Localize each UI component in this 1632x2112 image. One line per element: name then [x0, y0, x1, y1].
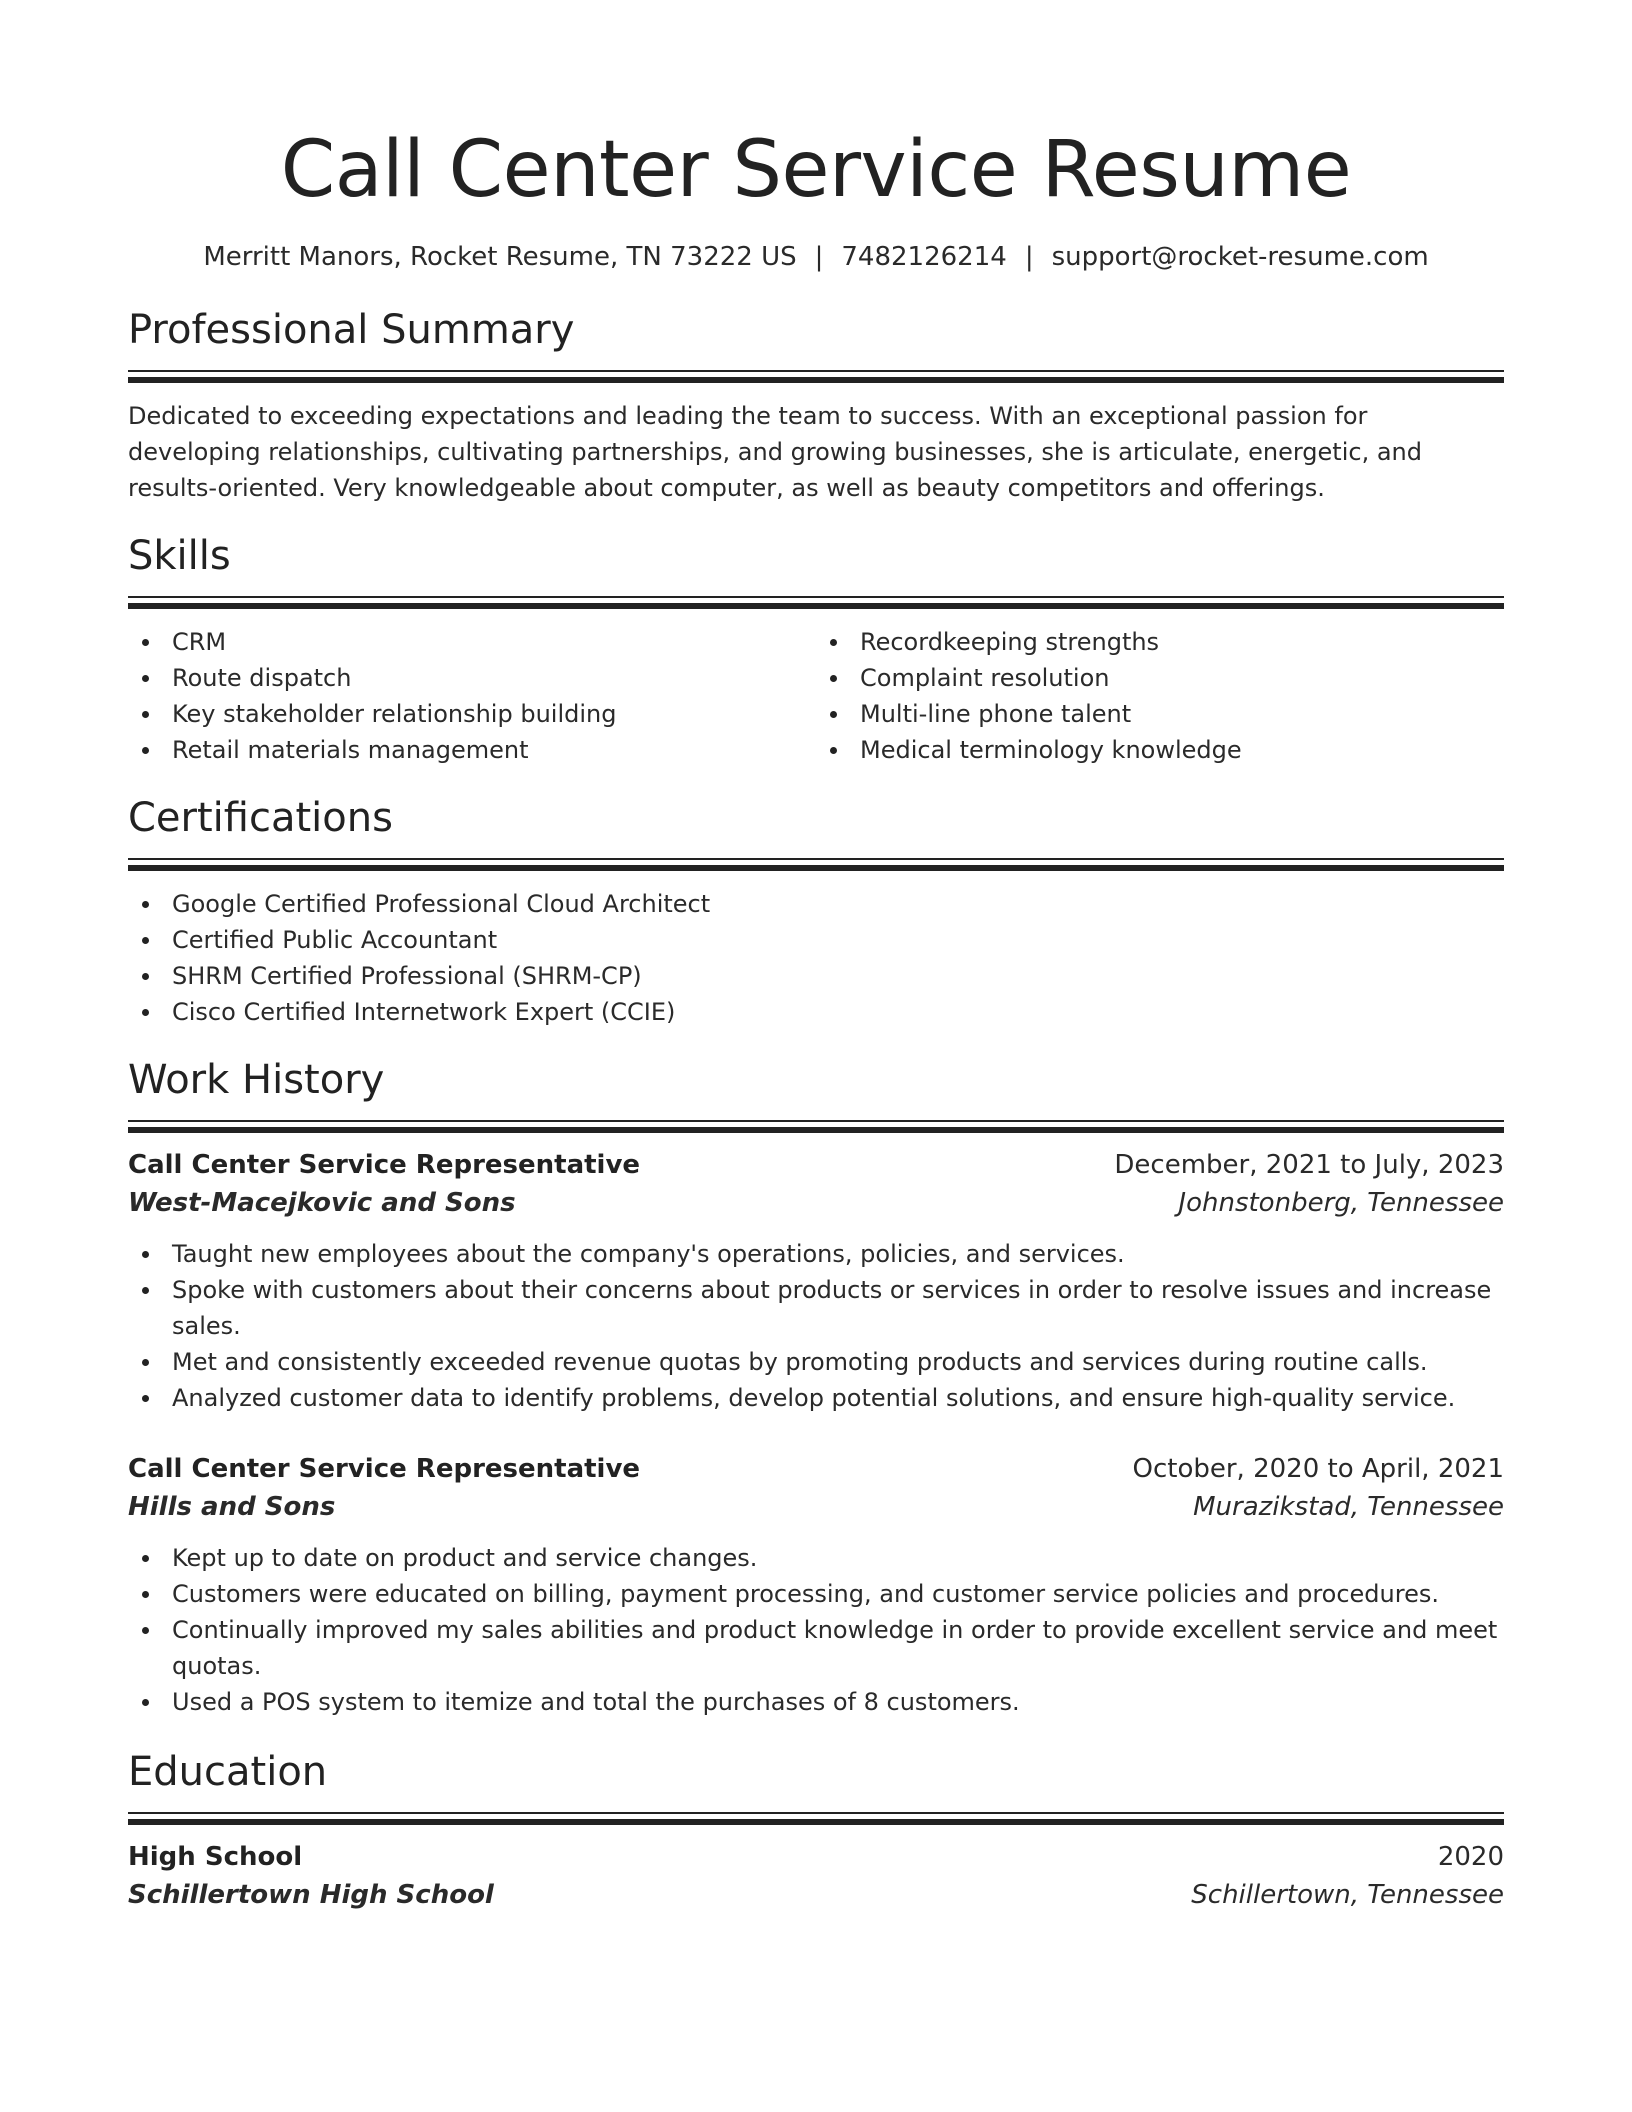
job-entry	[128, 1146, 1504, 1416]
skill-item: Recordkeeping strengths	[816, 624, 1504, 660]
resume-title: Call Center Service Resume	[280, 125, 1352, 215]
certification-item: SHRM Certified Professional (SHRM-CP)	[128, 958, 1504, 994]
job-bullet: Analyzed customer data to identify problems, develop potential solutions, and ensure high-quality service.	[128, 1380, 1504, 1416]
skill-item: Key stakeholder relationship building	[128, 696, 816, 732]
contact-email[interactable]: support@rocket-resume.com	[1051, 242, 1429, 272]
section-divider	[128, 596, 1504, 610]
skill-item: Route dispatch	[128, 660, 816, 696]
certification-item: Certified Public Accountant	[128, 922, 1504, 958]
summary-section	[128, 306, 1504, 506]
skill-item: Complaint resolution	[816, 660, 1504, 696]
contact-phone: 7482126214	[841, 242, 1007, 272]
contact-separator: |	[814, 242, 824, 272]
job-company-row	[128, 1184, 1504, 1222]
skill-item: Retail materials management	[128, 732, 816, 768]
job-dates: October, 2020 to April, 2021	[1132, 1454, 1504, 1484]
job-bullet: Kept up to date on product and service changes.	[128, 1540, 1504, 1576]
job-bullet: Spoke with customers about their concerns about products or services in order to resolve issues and increase sales.	[128, 1272, 1504, 1344]
contact-address: Merritt Manors, Rocket Resume, TN 73222 US	[203, 242, 797, 272]
job-bullet: Customers were educated on billing, payment processing, and customer service policies and procedures.	[128, 1576, 1504, 1612]
contact-line	[128, 240, 1504, 274]
section-heading-skills: Skills	[128, 533, 231, 579]
education-school-row	[128, 1876, 1504, 1914]
job-company: West-Macejkovic and Sons	[128, 1188, 516, 1218]
job-bullets	[128, 1236, 1504, 1416]
section-heading-work-history: Work History	[128, 1057, 385, 1103]
education-location: Schillertown, Tennessee	[1191, 1880, 1504, 1910]
skill-item: CRM	[128, 624, 816, 660]
skill-item: Medical terminology knowledge	[816, 732, 1504, 768]
job-header-row	[128, 1450, 1504, 1488]
certification-item: Cisco Certified Internetwork Expert (CCIE)	[128, 994, 1504, 1030]
section-divider	[128, 370, 1504, 384]
contact-separator: |	[1024, 242, 1034, 272]
education-header-row	[128, 1838, 1504, 1876]
section-divider	[128, 1812, 1504, 1826]
job-header-row	[128, 1146, 1504, 1184]
job-company-row	[128, 1488, 1504, 1526]
job-title: Call Center Service Representative	[128, 1454, 641, 1484]
certification-item: Google Certified Professional Cloud Architect	[128, 886, 1504, 922]
education-section	[128, 1748, 1504, 1914]
job-bullets	[128, 1540, 1504, 1720]
education-year: 2020	[1437, 1842, 1504, 1872]
job-location: Johnstonberg, Tennessee	[1178, 1188, 1504, 1218]
job-title: Call Center Service Representative	[128, 1150, 641, 1180]
education-degree: High School	[128, 1842, 303, 1872]
skills-list-left	[128, 624, 816, 768]
job-bullet: Met and consistently exceeded revenue quotas by promoting products and services during routine calls.	[128, 1344, 1504, 1380]
education-school: Schillertown High School	[128, 1880, 494, 1910]
skills-columns	[128, 624, 1504, 768]
certifications-list	[128, 886, 1504, 1030]
skills-section	[128, 532, 1504, 768]
job-entry	[128, 1450, 1504, 1720]
education-entry	[128, 1838, 1504, 1914]
certifications-section	[128, 794, 1504, 1030]
skills-list-right	[816, 624, 1504, 768]
job-bullet: Continually improved my sales abilities and product knowledge in order to provide excellent service and meet quotas.	[128, 1612, 1504, 1684]
job-company: Hills and Sons	[128, 1492, 336, 1522]
section-divider	[128, 1120, 1504, 1134]
skill-item: Multi-line phone talent	[816, 696, 1504, 732]
job-location: Murazikstad, Tennessee	[1193, 1492, 1504, 1522]
work-history-section	[128, 1056, 1504, 1720]
section-divider	[128, 858, 1504, 872]
job-dates: December, 2021 to July, 2023	[1114, 1150, 1504, 1180]
section-heading-education: Education	[128, 1749, 328, 1795]
summary-text: Dedicated to exceeding expectations and leading the team to success. With an exceptional passion for developing relationships, cultivating partnerships, and growing businesses, she is articulate, energetic, and results-oriented. Very knowledgeable about computer, as well as beauty competitors and offerings.	[128, 402, 1422, 502]
section-heading-summary: Professional Summary	[128, 307, 575, 353]
job-bullet: Used a POS system to itemize and total the purchases of 8 customers.	[128, 1684, 1504, 1720]
section-heading-certifications: Certifications	[128, 795, 393, 841]
job-bullet: Taught new employees about the company's operations, policies, and services.	[128, 1236, 1504, 1272]
